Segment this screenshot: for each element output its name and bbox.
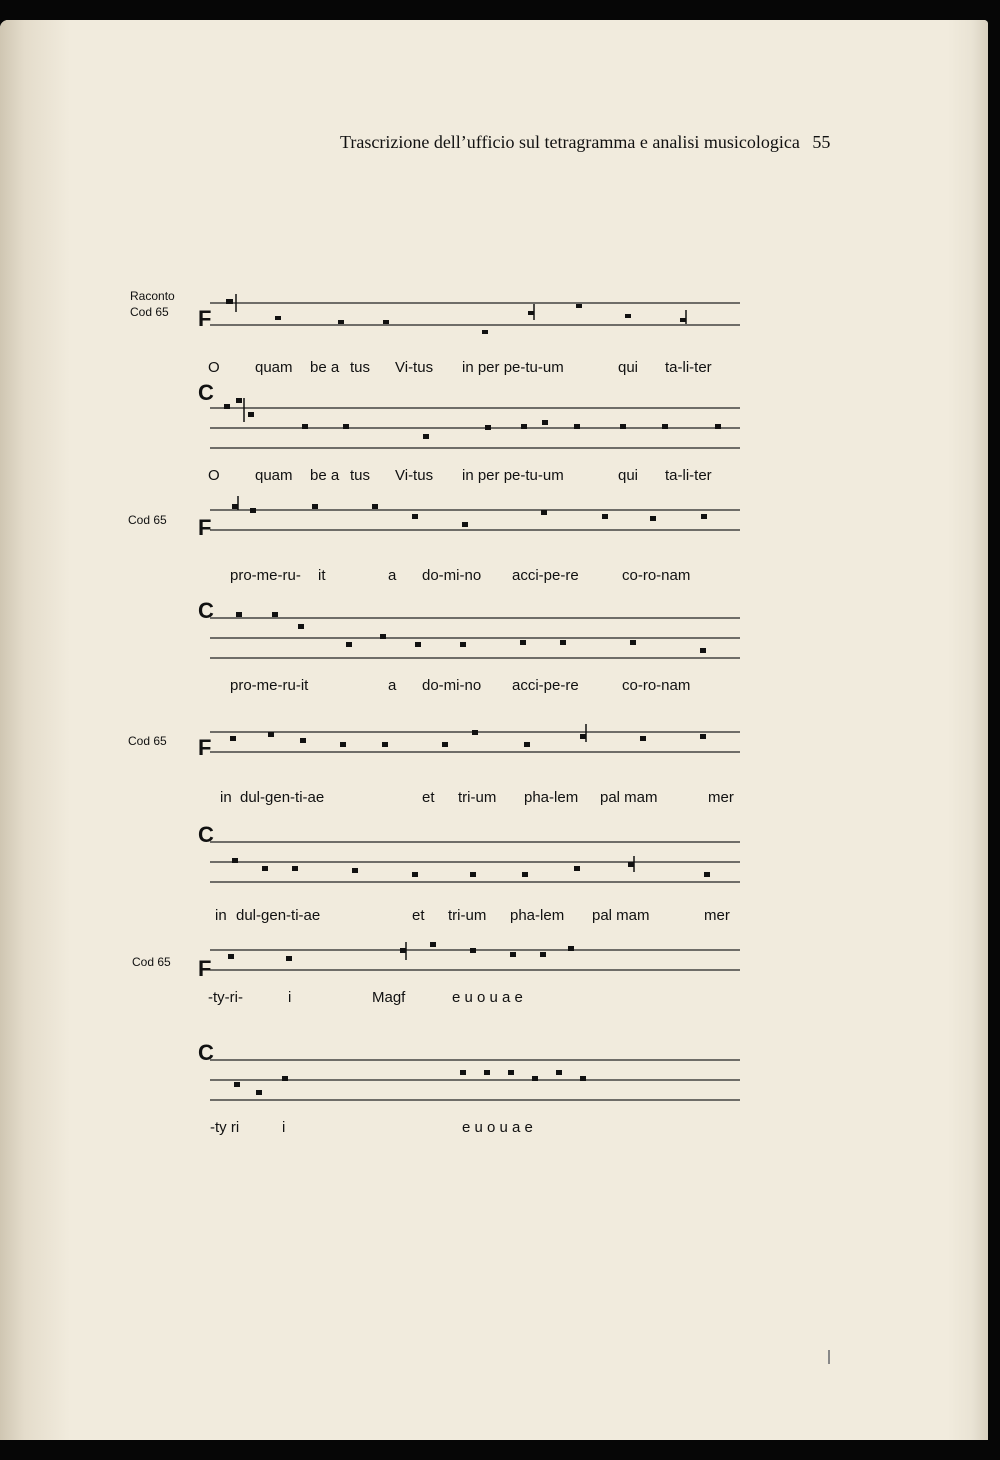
- syllable: do-mi-no: [422, 567, 482, 584]
- syllable: co-ro-nam: [622, 677, 691, 694]
- system-label: Cod 65: [128, 513, 167, 527]
- neumes: [232, 856, 710, 877]
- system-6: [198, 822, 740, 924]
- staff: [210, 303, 740, 325]
- clef-c: C: [198, 822, 214, 847]
- staff: [210, 618, 740, 658]
- clef-f: F: [198, 515, 212, 540]
- system-label: Cod 65: [132, 955, 171, 969]
- music-transcription: [0, 20, 988, 1440]
- syllable: i: [282, 1119, 286, 1136]
- syllable: tri-um: [448, 907, 487, 924]
- staff: [210, 510, 740, 530]
- syllable: pro-me-ru-: [230, 567, 301, 584]
- system-label: Cod 65: [130, 305, 169, 319]
- syllable: acci-pe-re: [512, 567, 579, 584]
- syllable: O: [208, 467, 220, 484]
- neumes: [226, 294, 686, 334]
- syllable: quam: [255, 467, 293, 484]
- syllable: in per pe-tu-um: [462, 467, 564, 484]
- page-mark: [828, 1350, 830, 1364]
- syllable: et: [412, 907, 425, 924]
- staff: [210, 1060, 740, 1100]
- system-label-prefix: Raconto: [130, 289, 175, 303]
- syllable: in: [220, 789, 232, 806]
- syllable: e u o u a e: [452, 989, 523, 1006]
- lyrics: [208, 989, 523, 1006]
- syllable: ta-li-ter: [665, 467, 712, 484]
- lyrics: [208, 467, 712, 484]
- staff: [210, 408, 740, 448]
- syllable: O: [208, 359, 220, 376]
- syllable: qui: [618, 359, 639, 376]
- lyrics: [230, 567, 690, 584]
- syllable: pal mam: [600, 789, 658, 806]
- neumes: [224, 398, 721, 439]
- syllable: e u o u a e: [462, 1119, 533, 1136]
- syllable: mer: [704, 907, 730, 924]
- syllable: et: [422, 789, 435, 806]
- syllable: be a: [310, 467, 340, 484]
- system-3: [128, 496, 740, 584]
- syllable: -ty ri: [210, 1119, 240, 1136]
- syllable: dul-gen-ti-ae: [240, 789, 325, 806]
- system-label: Cod 65: [128, 734, 167, 748]
- system-4: [198, 598, 740, 694]
- syllable: qui: [618, 467, 639, 484]
- syllable: do-mi-no: [422, 677, 482, 694]
- clef-c: C: [198, 380, 214, 405]
- syllable: be a: [310, 359, 340, 376]
- syllable: it: [318, 567, 326, 584]
- system-5: [128, 724, 740, 806]
- lyrics: [208, 359, 712, 376]
- clef-c: C: [198, 598, 214, 623]
- syllable: dul-gen-ti-ae: [236, 907, 321, 924]
- syllable: co-ro-nam: [622, 567, 691, 584]
- syllable: pha-lem: [510, 907, 565, 924]
- lyrics: [210, 1119, 533, 1136]
- syllable: pha-lem: [524, 789, 579, 806]
- syllable: Vi-tus: [395, 467, 434, 484]
- syllable: pro-me-ru-it: [230, 677, 309, 694]
- syllable: quam: [255, 359, 293, 376]
- header-title: Trascrizione dell’ufficio sul tetragramma e analisi musicologica: [340, 132, 800, 152]
- lyrics: [215, 907, 730, 924]
- syllable: acci-pe-re: [512, 677, 579, 694]
- syllable: pal mam: [592, 907, 650, 924]
- syllable: -ty-ri-: [208, 989, 243, 1006]
- syllable: a: [388, 567, 397, 584]
- syllable: in: [215, 907, 227, 924]
- syllable: tri-um: [458, 789, 497, 806]
- system-7: [132, 942, 740, 1006]
- syllable: Magf: [372, 989, 406, 1006]
- page-number: 55: [812, 132, 831, 152]
- syllable: tus: [350, 467, 371, 484]
- neumes: [230, 724, 706, 747]
- syllable: mer: [708, 789, 734, 806]
- clef-f: F: [198, 735, 212, 760]
- syllable: a: [388, 677, 397, 694]
- lyrics: [230, 677, 690, 694]
- syllable: ta-li-ter: [665, 359, 712, 376]
- clef-f: F: [198, 306, 212, 331]
- clef-c: C: [198, 1040, 214, 1065]
- neumes: [234, 1070, 586, 1095]
- system-1: [130, 289, 740, 376]
- lyrics: [220, 789, 734, 806]
- clef-f: F: [198, 956, 212, 981]
- syllable: i: [288, 989, 292, 1006]
- syllable: tus: [350, 359, 371, 376]
- neumes: [228, 942, 574, 961]
- syllable: Vi-tus: [395, 359, 434, 376]
- neumes: [232, 496, 707, 527]
- system-8: [198, 1040, 740, 1136]
- book-page: [0, 20, 988, 1440]
- syllable: in per pe-tu-um: [462, 359, 564, 376]
- system-2: [198, 380, 740, 484]
